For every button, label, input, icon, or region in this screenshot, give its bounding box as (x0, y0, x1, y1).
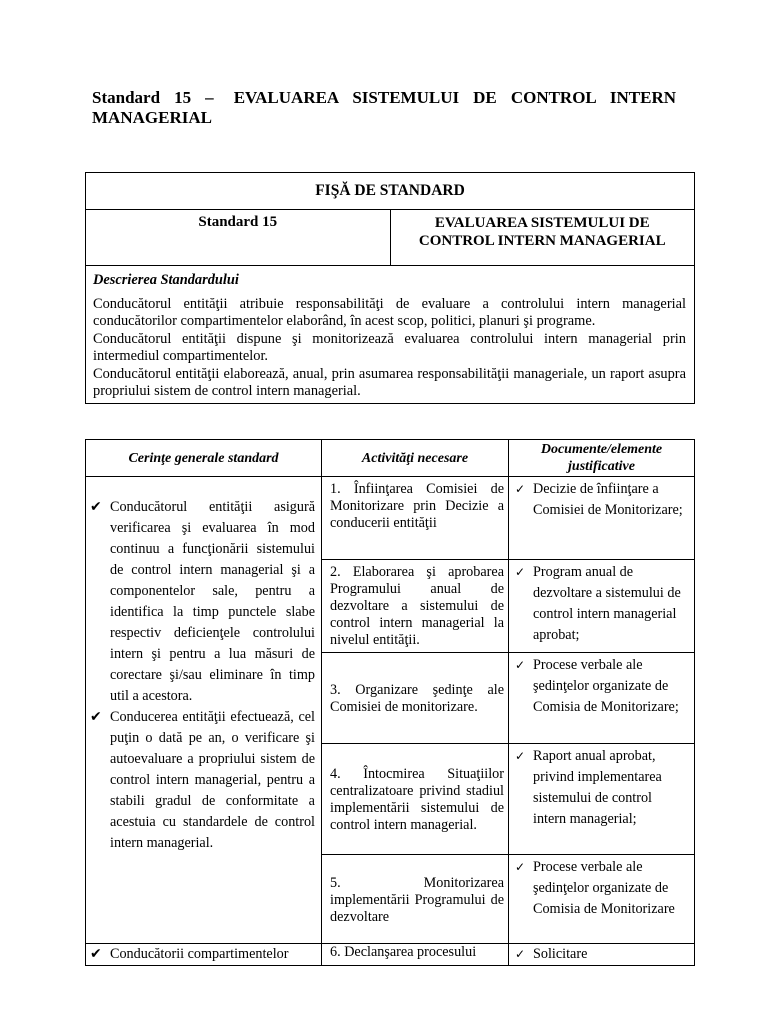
standard-name: EVALUAREA SISTEMULUI DE CONTROL INTERN MANAGERIAL (390, 210, 695, 266)
activity-cell: 2. Elaborarea şi aprobarea Programului anual de dezvoltare a sistemului de control intern managerial la nivelul entităţii. (322, 560, 509, 653)
document-text: Raport anual aprobat, privind implementarea sistemului de control intern managerial; (533, 748, 662, 827)
checkmark-icon: ✓ (515, 658, 526, 672)
requirement-item (90, 707, 315, 854)
standard-label: Standard 15 (86, 210, 391, 266)
document-text: Procese verbale ale şedinţelor organizate de Comisia de Monitorizare; (533, 657, 679, 715)
document-cell (509, 477, 695, 560)
activity-cell: 3. Organizare şedinţe ale Comisiei de monitorizare. (322, 653, 509, 744)
checkmark-icon: ✓ (515, 565, 526, 579)
activity-cell: 5. Monitorizarea implementării Programului de dezvoltare (322, 855, 509, 944)
header-requirements: Cerinţe generale standard (86, 440, 322, 477)
requirement-text: Conducătorul entităţii asigură verificarea şi evaluarea în mod continuu a funcţionării sistemului de control intern managerial şi a componentelor sale, pentru a identifica la timp punctele slabe respectiv deficienţele controlului intern şi pentru a lua măsuri de corectare şi/sau eliminare în timp util a acestora. (110, 499, 315, 704)
header-documents: Documente/elemente justificative (509, 440, 695, 477)
requirement-text: Conducerea entităţii efectuează, cel puţin o dată pe an, o verificare şi autoevaluare a propriului sistem de control intern managerial, pentru a stabili gradul de conformitate a acestuia cu standardele de control intern managerial. (110, 709, 315, 851)
checkmark-icon: ✓ (515, 947, 526, 961)
requirement-text: Conducătorii compartimentelor (110, 946, 289, 962)
standard-description (86, 266, 695, 404)
document-cell (509, 744, 695, 855)
document-text: Program anual de dezvoltare a sistemului de control intern managerial aprobat; (533, 564, 681, 643)
document-text: Solicitare (533, 946, 588, 962)
requirements-table (85, 439, 695, 966)
checkmark-icon: ✓ (515, 860, 526, 874)
card-title: FIŞĂ DE STANDARD (86, 173, 695, 210)
description-paragraph: Conducătorul entităţii dispune şi monitorizează evaluarea controlului intern managerial prin intermediul compartimentelor. (93, 330, 686, 364)
activity-cell: 4. Întocmirea Situaţiilor centralizatoare privind stadiul implementării sistemului de control intern managerial. (322, 744, 509, 855)
document-text: Procese verbale ale şedinţelor organizate de Comisia de Monitorizare (533, 859, 675, 917)
description-title: Descrierea Standardului (93, 272, 239, 288)
document-cell (509, 855, 695, 944)
checkmark-icon: ✓ (515, 482, 526, 496)
table-row (86, 944, 695, 966)
checkmark-icon: ✔ (90, 499, 102, 515)
document-cell (509, 944, 695, 966)
document-text: Decizie de înfiinţare a Comisiei de Monitorizare; (533, 481, 683, 518)
requirements-cell (86, 944, 322, 966)
requirements-cell (86, 477, 322, 944)
header-activities: Activităţi necesare (322, 440, 509, 477)
checkmark-icon: ✓ (515, 749, 526, 763)
document-cell (509, 560, 695, 653)
heading-standard-title: EVALUAREA SISTEMULUI DE CONTROL INTERN MANAGERIAL (92, 88, 677, 127)
standard-card (85, 172, 695, 404)
table-row (86, 477, 695, 560)
document-cell (509, 653, 695, 744)
activity-cell: 1. Înfiinţarea Comisiei de Monitorizare prin Decizie a conducerii entităţii (322, 477, 509, 560)
description-paragraph: Conducătorul entităţii atribuie responsabilităţi de evaluare a controlului intern managerial conducătorilor compartimentelor elaborând, în acest scop, politici, planuri şi programe. (93, 295, 686, 329)
page-heading (92, 88, 676, 128)
requirement-item (90, 944, 315, 965)
checkmark-icon: ✔ (90, 709, 102, 725)
activity-cell: 6. Declanşarea procesului (322, 944, 509, 966)
table-header-row (86, 440, 695, 477)
checkmark-icon: ✔ (90, 946, 102, 962)
heading-standard-number: Standard 15 – (92, 88, 214, 107)
description-paragraph: Conducătorul entităţii elaborează, anual, prin asumarea responsabilităţii manageriale, un raport asupra propriului sistem de control intern managerial. (93, 365, 686, 399)
requirement-item (90, 497, 315, 707)
